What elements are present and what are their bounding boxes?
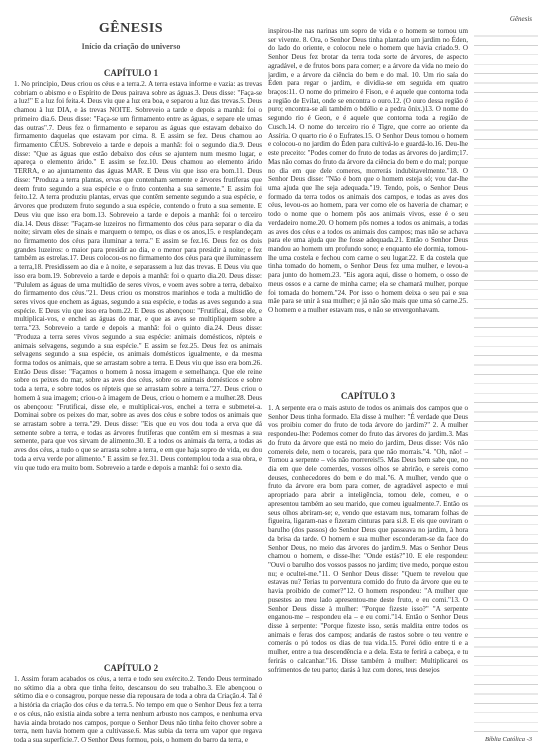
chapter-1-text — [14, 80, 262, 660]
chapter-1-body: 1. No princípio, Deus criou os céus e a terra.2. A terra estava informe e vazia: as trevas cobriam o abismo e o Espírito de Deus pairava sobre as águas.3. Deus disse: "Faça-se a luz!" E a luz foi feita.4. Deus viu que a luz era boa, e separou a luz das trevas.5. Deus chamou à luz DIA, e às trevas NOITE. Sobreveio a tarde e depois a manhã: foi o primeiro dia.6. Deus disse: "Faça-se um firmamento entre as águas, e separe ele umas das outras".7. Deus fez o firmamento e separou as águas que estavam debaixo do firmamento daquelas que estavam por cima. 8. E assim se fez. Deus chamou ao firmamento CÉUS. Sobreveio a tarde e depois a manhã: foi o segundo dia.9. Deus disse: "Que as águas que estão debaixo dos céus se ajuntem num mesmo lugar, e apareça o elemento árido." E assim se fez.10. Deus chamou ao elemento árido TERRA, e ao ajuntamento das águas MAR. E Deus viu que isso era bom.11. Deus disse: "Produza a terra plantas, ervas que contenham semente e árvores frutíferas que deem fruto segundo a sua espécie e o fruto contenha a sua semente." E assim foi feito.12. A terra produziu plantas, ervas que contêm semente segundo a sua espécie, e árvores que produzem fruto segundo a sua espécie, contendo o fruto a sua semente. E Deus viu que isso era bom.13. Sobreveio a tarde e depois a manhã: foi o terceiro dia.14. Deus disse: "Façam-se luzeiros no firmamento dos céus para separar o dia da noite; sirvam eles de sinais e marquem o tempo, os dias e os anos,15. e resplandeçam no firmamento dos céus para iluminar a terra." E assim se fez.16. Deus fez os dois grandes luzeiros: o maior para presidir ao dia, e o menor para presidir à noite; e fez também as estrelas.17. Deus colocou-os no firmamento dos céus para que iluminassem a terra,18. Presidissem ao dia e à noite, e separassem a luz das trevas. E Deus viu que isso era bom.19. Sobreveio a tarde e depois a manhã: foi o quarto dia.20. Deus disse: "Pululem as águas de uma multidão de seres vivos, e voem aves sobre a terra, debaixo do firmamento dos céus."21. Deus criou os monstros marinhos e toda a multidão de seres vivos que enchem as águas, segundo a sua espécie, e todas as aves segundo a sua espécie. E Deus viu que isso era bom.22. E Deus os abençoou: "Frutificai, disse ele, e multiplicai-vos, e enchei as águas do mar, e que as aves se multipliquem sobre a terra."23. Sobreveio a tarde e depois a manhã: foi o quinto dia.24. Deus disse: "Produza a terra seres vivos segundo a sua espécie: animais domésticos, répteis e animais selvagens, segundo a sua espécie." E assim se fez.25. Deus fez os animais selvagens segundo a sua espécie, os animais domésticos igualmente, e da mesma forma todos os animais, que se arrastam sobre a terra. E Deus viu que isso era bom.26. Então Deus disse: "Façamos o homem à nossa imagem e semelhança. Que ele reine sobre os peixes do mar, sobre as aves dos céus, sobre os animais domésticos e sobre toda a terra, e sobre todos os répteis que se arrastam sobre a terra."27. Deus criou o homem à sua imagem; criou-o à imagem de Deus, criou o homem e a mulher.28. Deus os abençoou: "Frutificai, disse ele, e multiplicai-vos, enchei a terra e submetei-a. Dominai sobre os peixes do mar, sobre as aves dos céus e sobre todos os animais que se arrastam sobre a terra."29. Deus disse: "Eis que eu vos dou toda a erva que dá semente sobre a terra, e todas as árvores frutíferas que contêm em si mesmas a sua semente, para que vos sirvam de alimento.30. E a todos os animais da terra, a todas as aves dos céus, a tudo o que se arrasta sobre a terra, e em que haja sopro de vida, eu dou toda a erva verde por alimento." E assim se fez.31. Deus contemplou toda a sua obra, e viu que tudo era muito bom. Sobreveio a tarde e depois a manhã: foi o sexto dia. — [14, 80, 262, 472]
chapter-2-title: CAPÍTULO 2 — [103, 663, 159, 673]
chapter-2-body: 1. Assim foram acabados os céus, a terra e todo seu exército.2. Tendo Deus terminado no sétimo dia a obra que tinha feito, descansou do seu trabalho.3. Ele abençoou o sétimo dia e o consagrou, porque nesse dia repousara de toda a obra da Criação.4. Tal é a história da criação dos céus e da terra.5. No tempo em que o Senhor Deus fez a terra e os céus, não existia ainda sobre a terra nenhum arbusto nos campos, e nenhuma erva havia ainda brotado nos campos, porque o Senhor Deus não tinha feito chover sobre a terra, nem havia homem que a cultivasse.6. Mas subia da terra um vapor que regava toda a sua superfície.7. O Senhor Deus formou, pois, o homem do barro da terra, e — [14, 675, 262, 744]
section-title: Início da criação do universo — [81, 42, 181, 51]
chapter-3-text — [268, 404, 468, 744]
book-title: GÊNESIS — [98, 21, 164, 36]
chapter-3-body: 1. A serpente era o mais astuto de todos os animais dos campos que o Senhor Deus tinha formado. Ela disse à mulher: "É verdade que Deus vos proibiu comer do fruto de toda árvore do jardim?" 2. A mulher respondeu-lhe: Podemos comer do fruto das árvores do jardim.3. Mas do fruto da árvore que está no meio do jardim, Deus disse: Vós não comereis dele, nem o tocareis, para que não morrais."4. "Oh, não! – Tornou a serpente – vós não morrereis!5. Mas Deus bem sabe que, no dia em que dele comerdes, vossos olhos se abrirão, e sereis como deuses, conhecedores do bem e do mal."6. A mulher, vendo que o fruto da árvore era bom para comer, de agradável aspecto e mui apropriado para abrir a inteligência, tomou dele, comeu, e o apresentou também ao seu marido, que comeu igualmente.7. Então os seus olhos abriram-se; e, vendo que estavam nus, tomaram folhas de figueira, ligaram-nas e fizeram cinturas para si.8. E eis que ouviram o barulho (dos passos) do Senhor Deus que passeava no jardim, à hora da brisa da tarde. O homem e sua mulher esconderam-se da face do Senhor Deus, no meio das árvores do jardim.9. Mas o Senhor Deus chamou o homem, e disse-lhe: "Onde estás?"10. E ele respondeu: "Ouvi o barulho dos vossos passos no jardim; tive medo, porque estou nu; e ocultei-me."11. O Senhor Deus disse: "Quem te revelou que estavas nu? Terias tu porventura comido do fruto da árvore que eu te havia proibido de comer?"12. O homem respondeu: "A mulher que pusestes ao meu lado apresentou-me deste fruto, e eu comi."13. O Senhor Deus disse à mulher: "Porque fizeste isso?" "A serpente enganou-me – respondeu ela – e eu comi."14. Então o Senhor Deus disse à serpente: "Porque fizeste isso, serás maldita entre todos os animais e feras dos campos; andarás de rastos sobre o teu ventre e comerás o pó todos os dias de tua vida.15. Porei ódio entre ti e a mulher, entre a tua descendência e a dela. Esta te ferirá a cabeça, e tu ferirás o calcanhar."16. Disse também à mulher: Multiplicarei os sofrimentos de teu parto; darás à luz com dores, teus desejos — [268, 404, 468, 674]
chapter-2-text-start — [14, 675, 262, 744]
chapter-1-title: CAPÍTULO 1 — [103, 68, 159, 78]
page-footer: Bíblia Católica -3 — [485, 736, 532, 743]
running-head: Gênesis — [509, 15, 532, 23]
chapter-2-text-continued — [268, 27, 468, 385]
notes-ruled-lines — [474, 27, 538, 735]
chapter-2-body-continued: inspirou-lhe nas narinas um sopro de vida e o homem se tornou um ser vivente. 8. Ora, o Senhor Deus tinha plantado um jardim no Éden, do lado do oriente, e colocou nele o homem que havia criado.9. O Senhor Deus fez brotar da terra toda sorte de árvores, de aspecto agradável, e de frutos bons para comer; e a árvore da vida no meio do jardim, e a árvore da ciência do bem e do mal. 10. Um rio saía do Éden para regar o jardim, e dividia-se em seguida em quatro braços:11. O nome do primeiro é Fison, e é aquele que contorna toda a região de Evilat, onde se encontra o ouro.12. (O ouro dessa região é puro; encontra-se ali também o bdélio e a pedra ônix.)13. O nome do segundo rio é Geon, e é aquele que contorna toda a região de Cusch.14. O nome do terceiro rio é Tigre, que corre ao oriente da Assíria. O quarto rio é o Eufrates.15. O Senhor Deus tomou o homem e colocou-o no jardim do Éden para cultivá-lo e guardá-lo.16. Deu-lhe este preceito: "Podes comer do fruto de todas as árvores do jardim;17. Mas não comas do fruto da árvore da ciência do bem e do mal; porque no dia em que dele comeres, morrerás indubitavelmente."18. O Senhor Deus disse: "Não é bom que o homem esteja só; vou dar-lhe uma ajuda que lhe seja adequada."19. Tendo, pois, o Senhor Deus formado da terra todos os animais dos campos, e todas as aves dos céus, levou-os ao homem, para ver como ele os haveria de chamar; e todo o nome que o homem pôs aos animais vivos, esse é o seu verdadeiro nome.20. O homem pôs nomes a todos os animais, a todas as aves dos céus e a todos os animais dos campos; mas não se achava para ele uma ajuda que lhe fosse adequada.21. Então o Senhor Deus mandou ao homem um profundo sono; e enquanto ele dormia, tomou-lhe uma costela e fechou com carne o seu lugar.22. E da costela que tinha tomado do homem, o Senhor Deus fez uma mulher, e levou-a para junto do homem.23. "Eis agora aqui, disse o homem, o osso de meus ossos e a carne de minha carne; ela se chamará mulher, porque foi tomada do homem."24. Por isso o homem deixa o seu pai e sua mãe para se unir à sua mulher; e já não são mais que uma só carne.25. O homem e a mulher estavam nus, e não se envergonhavam. — [268, 27, 468, 314]
chapter-3-title: CAPÍTULO 3 — [340, 391, 396, 401]
